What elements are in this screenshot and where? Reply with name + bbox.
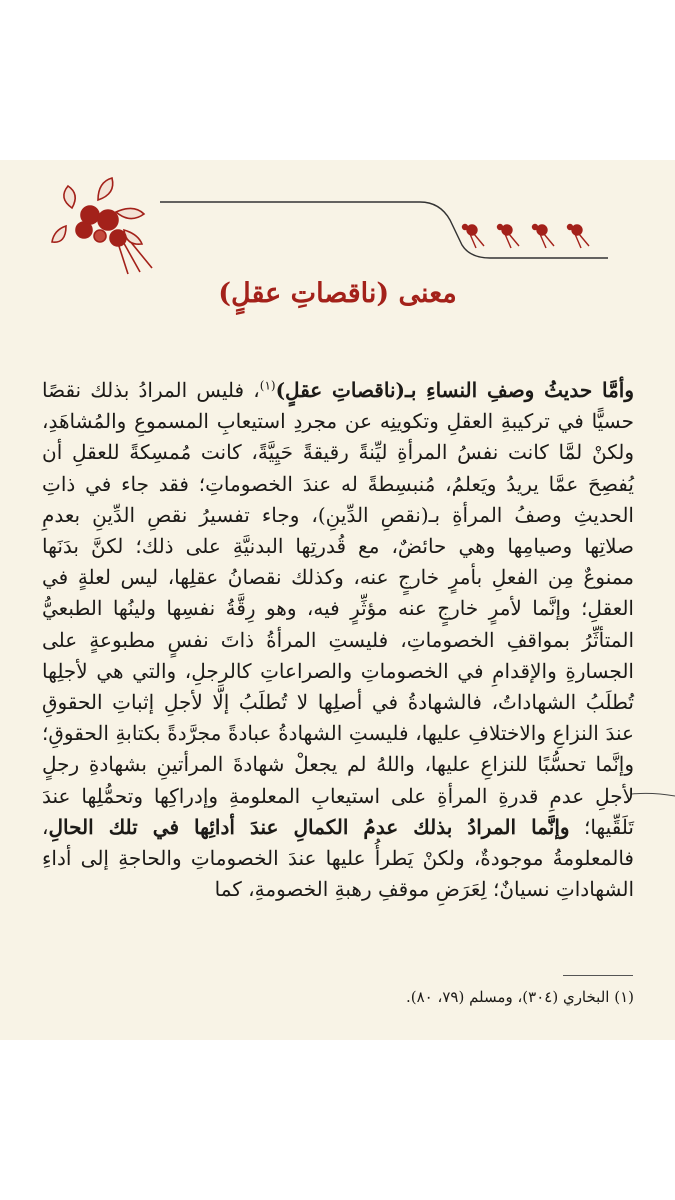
footnote-ref: (١) <box>259 378 276 393</box>
top-black-bar <box>0 0 675 160</box>
flower-bouquet-icon <box>52 178 152 274</box>
body-part-2: ، فالمعلومةُ موجودةٌ، ولكنْ يَطرأُ عليها عندَ الخصوماتِ والحاجةِ إلى أداءِ الشهاداتِ نسيانٌ؛ لِعَرَضِ موقفِ رهبةِ الخصومةِ، كما <box>42 814 634 902</box>
book-page <box>0 160 675 1040</box>
footnote-separator <box>563 975 633 976</box>
body-text <box>42 375 634 905</box>
body-paragraph <box>42 375 634 905</box>
footnote: (١) البخاري (٣٠٤)، ومسلم (٧٩، ٨٠). <box>405 988 634 1006</box>
bold-intro: وأمَّا حديثُ وصفِ النساءِ بـ(ناقصاتِ عقلٍ) <box>275 378 634 402</box>
body-part-1: ، فليس المرادُ بذلك نقصًا حسيًّا في تركيبةِ العقلِ وتكوينِه عن مجردِ استيعابِ المسموعِ والمُشاهَدِ، ولكنْ لمَّا كانت نفسُ المرأةِ ليِّنةً رقيقةً حَيِيَّةً، كانت مُمسِكةً للعقلِ أن يُفصِحَ عمَّا يريدُ ويَعلمُ، مُنبسِطةً له عندَ الخصوماتِ؛ فقد جاء في ذاتِ الحديثِ وصفُ المرأةِ بـ(نقصِ الدِّينِ)، وجاء تفسيرُ نقصِ الدِّينِ بعدمِ صلاتِها وصيامِها وهي حائضٌ، مع قُدرتِها البدنيَّةِ على ذلك؛ لكنَّ بدَنَها ممنوعٌ مِن الفعلِ بأمرٍ خارجٍ عنه، وكذلك نقصانُ عقلِها، ليس لعلةٍ في العقلِ؛ وإنَّما لأمرٍ خارجٍ عنه مؤثِّرٍ فيه، وهو رِقَّةُ نفسِها ولينُها الطبعيُّ المتأثِّرُ بمواقفِ الخصوماتِ، فليستِ المرأةُ ذاتَ نفسٍ مطبوعةٍ على الجسارةِ والإقدامِ في الخصوماتِ والصراعاتِ كالرجلِ، والتي هي لأجلِها تُطلَبُ الشهاداتُ، فالشهادةُ في أصلِها لا تُطلَبُ إلَّا لأجلِ إثباتِ الحقوقِ عندَ النزاعِ والاختلافِ عليها، فليستِ الشهادةُ عبادةً مجرَّدةً بكتابةِ الحقوقِ؛ وإنَّما تحسُّبًا للنزاعِ عليها، واللهُ لم يجعلْ شهادةَ المرأتينِ بشهادةِ رجلٍ لأجلِ عدمِ قدرةِ المرأةِ على استيعابِ المعلومةِ وإدراكِها وتحمُّلِها عندَ تَلَقِّيها؛ <box>42 378 634 839</box>
bold-mid: وإنَّما المرادُ بذلك عدمُ الكمالِ عندَ أدائِها في تلك الحالِ <box>48 814 570 839</box>
flower-ornament-icon <box>463 225 590 249</box>
margin-pen-mark <box>632 788 675 802</box>
bottom-black-bar <box>0 1040 675 1200</box>
page-title: معنى (ناقصاتِ عقلٍ) <box>218 278 457 309</box>
